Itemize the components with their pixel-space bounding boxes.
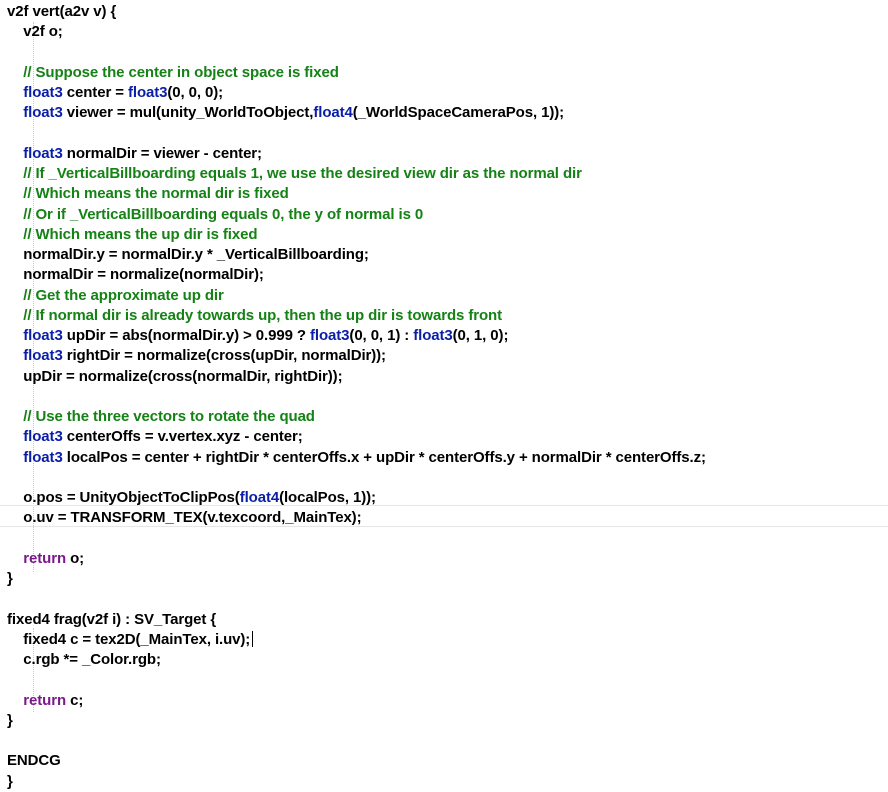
code-token: (0, 0, 0);: [167, 84, 224, 101]
code-line: [7, 63, 339, 83]
code-line: [7, 650, 161, 670]
code-line: [7, 751, 61, 771]
code-line: [7, 367, 342, 387]
code-line: [7, 225, 257, 245]
code-line: [7, 711, 13, 731]
code-line: [7, 488, 376, 508]
code-token: [7, 449, 23, 466]
code-line: [7, 286, 224, 306]
code-line: [7, 610, 216, 630]
code-token: (localPos, 1));: [279, 489, 376, 506]
code-keyword: float3: [23, 104, 63, 122]
code-token: v2f vert(a2v v) {: [7, 3, 117, 20]
code-token: center =: [62, 84, 128, 101]
code-token: [7, 347, 23, 364]
code-comment: // If _VerticalBillboarding equals 1, we use the desired view dir as the normal dir: [7, 165, 582, 182]
code-token: c;: [66, 691, 84, 709]
code-token: v2f o;: [7, 23, 63, 41]
code-token: fixed4 c = tex2D(_MainTex, i.uv);: [7, 630, 251, 648]
code-line: [7, 448, 706, 468]
code-token: o.uv = TRANSFORM_TEX(v.texcoord,_MainTex);: [7, 509, 362, 527]
code-comment: // Use the three vectors to rotate the quad: [7, 408, 315, 425]
code-token: upDir = abs(normalDir.y) > 0.999 ?: [62, 327, 311, 344]
code-line: [7, 306, 502, 326]
code-token: [7, 428, 23, 445]
code-token: }: [7, 711, 13, 729]
code-token: c.rgb *= _Color.rgb;: [7, 651, 161, 668]
code-keyword: float3: [23, 428, 63, 446]
code-token: ENDCG: [7, 752, 61, 770]
text-cursor: [252, 631, 253, 647]
code-keyword: float3: [310, 327, 350, 344]
code-line: [7, 407, 315, 427]
code-keyword: float3: [23, 327, 63, 344]
code-token: [7, 550, 23, 567]
code-token: }: [7, 772, 13, 790]
code-comment: // Which means the normal dir is fixed: [7, 185, 289, 203]
code-token: (_WorldSpaceCameraPos, 1));: [352, 104, 565, 122]
code-token: normalDir = normalize(normalDir);: [7, 266, 264, 284]
code-token: upDir = normalize(cross(normalDir, rightDir));: [7, 367, 343, 385]
code-token: normalDir = viewer - center;: [62, 144, 262, 162]
code-line: [7, 549, 84, 569]
code-line: [7, 164, 582, 184]
code-token: [7, 692, 23, 709]
code-line: [7, 508, 361, 528]
code-comment: // Which means the up dir is fixed: [7, 225, 258, 243]
code-line: [7, 691, 83, 711]
code-line: [7, 772, 13, 792]
code-line: [7, 2, 116, 22]
code-token: fixed4 frag(v2f i) : SV_Target {: [7, 610, 217, 628]
code-comment: // Get the approximate up dir: [7, 286, 224, 304]
code-token: o;: [66, 549, 85, 567]
code-token: (0, 1, 0);: [452, 327, 509, 344]
code-token: normalDir.y = normalDir.y * _VerticalBillboarding;: [7, 246, 369, 263]
code-token: [7, 104, 23, 121]
code-line: [7, 205, 423, 225]
code-line: [7, 326, 508, 346]
code-token: [7, 145, 23, 162]
code-token: rightDir = normalize(cross(upDir, normalDir));: [62, 347, 386, 365]
code-keyword: float3: [413, 327, 453, 344]
code-keyword: float3: [23, 84, 63, 101]
code-keyword: float4: [313, 104, 353, 122]
code-line: [7, 630, 253, 650]
code-line: [7, 569, 13, 589]
code-line: [7, 103, 564, 123]
code-token: (0, 0, 1) :: [349, 327, 414, 344]
code-keyword: return: [23, 549, 67, 567]
code-keyword: return: [23, 691, 67, 709]
code-line: [7, 245, 369, 265]
code-token: viewer = mul(unity_WorldToObject,: [62, 104, 314, 122]
code-line: [7, 83, 223, 103]
code-comment: // Suppose the center in object space is fixed: [7, 63, 339, 81]
code-line: [7, 265, 264, 285]
code-line: [7, 22, 63, 42]
code-token: [7, 327, 23, 344]
code-line: [7, 184, 289, 204]
code-line: [7, 144, 262, 164]
code-line: [7, 346, 386, 366]
code-token: o.pos = UnityObjectToClipPos(: [7, 489, 240, 506]
code-keyword: float3: [23, 347, 63, 365]
code-token: [7, 84, 23, 101]
code-token: localPos = center + rightDir * centerOffs.x + upDir * centerOffs.y + normalDir * centerOffs.z;: [62, 448, 706, 466]
code-keyword: float3: [127, 84, 168, 101]
code-token: }: [7, 570, 13, 587]
code-keyword: float3: [23, 144, 63, 162]
code-keyword: float4: [239, 489, 280, 506]
code-comment: // Or if _VerticalBillboarding equals 0, the y of normal is 0: [7, 205, 424, 223]
code-comment: // If normal dir is already towards up, then the up dir is towards front: [7, 306, 502, 324]
code-keyword: float3: [23, 448, 63, 466]
code-line: [7, 427, 303, 447]
code-token: centerOffs = v.vertex.xyz - center;: [62, 428, 303, 446]
